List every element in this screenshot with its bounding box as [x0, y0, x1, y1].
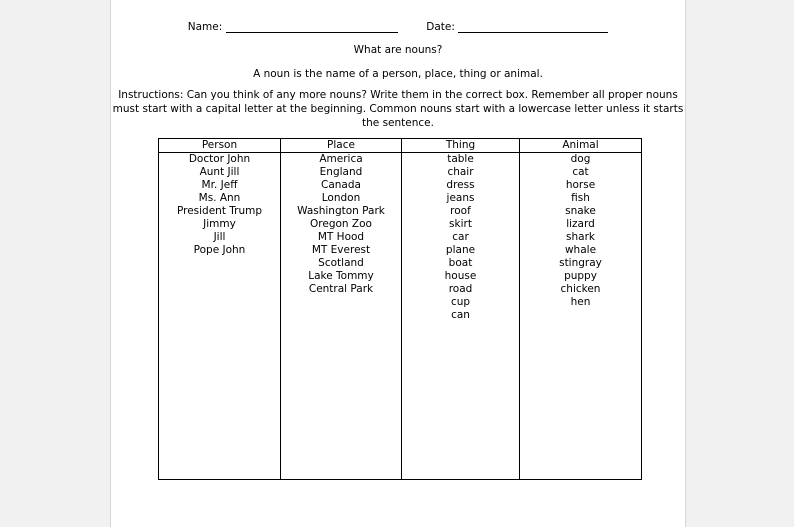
column-header: Person	[159, 139, 280, 153]
table-cell: Central Park	[308, 283, 374, 295]
table-cell: Ms. Ann	[198, 192, 241, 204]
table-cell: roof	[450, 205, 471, 217]
table-cell: Jimmy	[203, 218, 236, 230]
table-cell: Mr. Jeff	[201, 179, 238, 191]
table-cell: boat	[448, 257, 473, 269]
table-cell: chair	[447, 166, 474, 178]
table-cell: puppy	[564, 270, 597, 282]
table-cell: horse	[565, 179, 596, 191]
nouns-table	[158, 138, 642, 480]
table-cell: London	[321, 192, 361, 204]
column-header: Place	[281, 139, 401, 153]
table-cell: Scotland	[318, 257, 364, 269]
table-cell: Oregon Zoo	[310, 218, 372, 230]
table-cell: jeans	[446, 192, 475, 204]
intro-text: A noun is the name of a person, place, thing or animal.	[253, 68, 543, 80]
table-cell: whale	[564, 244, 597, 256]
table-cell: lizard	[566, 218, 595, 230]
table-cell: America	[319, 153, 363, 165]
name-blank[interactable]	[226, 21, 398, 33]
table-cell: table	[447, 153, 474, 165]
column-place	[281, 139, 402, 479]
column-thing	[402, 139, 520, 479]
table-cell: road	[448, 283, 473, 295]
table-cell: MT Hood	[317, 231, 365, 243]
worksheet-page	[110, 0, 686, 527]
column-header: Thing	[402, 139, 519, 153]
table-cell: shark	[566, 231, 595, 243]
table-cell: can	[451, 309, 470, 321]
table-cell: Pope John	[193, 244, 246, 256]
instructions-text: Instructions: Can you think of any more nouns? Write them in the correct box. Remember all proper nouns must start with a capital letter at the beginning. Common nouns start with a lowercase letter unless it starts the sentence.	[112, 89, 684, 129]
table-cell: dog	[570, 153, 591, 165]
table-cell: Doctor John	[188, 153, 251, 165]
column-header: Animal	[520, 139, 641, 153]
date-label: Date:	[426, 21, 455, 33]
name-label: Name:	[187, 21, 223, 33]
table-cell: plane	[445, 244, 476, 256]
table-cell: Canada	[321, 179, 361, 191]
table-cell: Washington Park	[297, 205, 385, 217]
table-cell: house	[444, 270, 477, 282]
table-cell: Jill	[213, 231, 226, 243]
worksheet-title: What are nouns?	[353, 44, 443, 56]
table-cell: dress	[446, 179, 475, 191]
table-cell: chicken	[560, 283, 601, 295]
table-cell: MT Everest	[311, 244, 371, 256]
table-cell: England	[319, 166, 363, 178]
column-person	[159, 139, 281, 479]
table-cell: skirt	[449, 218, 472, 230]
table-cell: hen	[570, 296, 591, 308]
table-cell: car	[452, 231, 469, 243]
table-cell: President Trump	[176, 205, 263, 217]
table-cell: stingray	[559, 257, 602, 269]
header-line	[111, 21, 685, 33]
table-cell: cat	[572, 166, 589, 178]
table-cell: fish	[571, 192, 590, 204]
table-cell: snake	[565, 205, 596, 217]
table-cell: Lake Tommy	[308, 270, 374, 282]
date-blank[interactable]	[458, 21, 608, 33]
table-cell: Aunt Jill	[199, 166, 240, 178]
column-animal	[520, 139, 641, 479]
table-cell: cup	[450, 296, 471, 308]
